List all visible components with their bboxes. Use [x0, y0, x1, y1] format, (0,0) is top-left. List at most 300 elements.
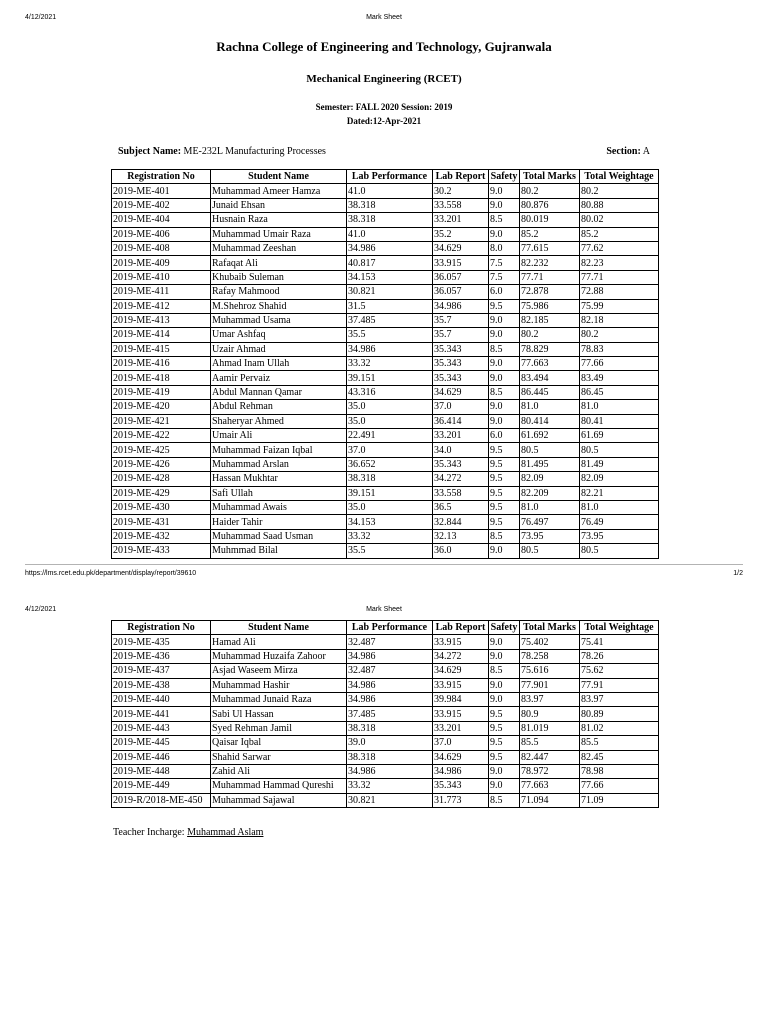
page-number: 1/2: [733, 570, 743, 577]
table-cell: 2019-ME-413: [112, 313, 211, 327]
report-url: https://lms.rcet.edu.pk/department/display/report/39610: [25, 570, 197, 577]
column-header: Student Name: [211, 170, 347, 184]
table-cell: 85.5: [520, 736, 580, 750]
section-label: Section:: [606, 146, 641, 157]
table-cell: 39.984: [433, 692, 489, 706]
table-cell: 2019-R/2018-ME-450: [112, 793, 211, 807]
table-cell: Muhammad Junaid Raza: [211, 692, 347, 706]
table-cell: Safi Ullah: [211, 486, 347, 500]
table-cell: 9.5: [489, 736, 520, 750]
table-cell: 75.616: [520, 664, 580, 678]
table-cell: 9.0: [489, 400, 520, 414]
table-cell: 78.26: [580, 649, 659, 663]
table-cell: 82.09: [580, 472, 659, 486]
table-cell: 35.7: [433, 313, 489, 327]
table-cell: 9.5: [489, 486, 520, 500]
table-cell: M.Shehroz Shahid: [211, 299, 347, 313]
table-row: [112, 414, 659, 428]
table-cell: 34.986: [433, 299, 489, 313]
table-cell: Abdul Rehman: [211, 400, 347, 414]
table-cell: 35.0: [347, 400, 433, 414]
table-cell: 75.986: [520, 299, 580, 313]
table-cell: 2019-ME-441: [112, 707, 211, 721]
table-cell: 82.209: [520, 486, 580, 500]
table-cell: 22.491: [347, 429, 433, 443]
table-row: [112, 486, 659, 500]
table-cell: 78.98: [580, 764, 659, 778]
table-cell: 9.0: [489, 692, 520, 706]
table-row: [112, 299, 659, 313]
table-cell: 9.0: [489, 198, 520, 212]
table-cell: 34.986: [347, 678, 433, 692]
table-cell: 39.151: [347, 486, 433, 500]
table-cell: 38.318: [347, 198, 433, 212]
table-cell: Khubaib Suleman: [211, 270, 347, 284]
table-cell: Muhammad Huzaifa Zahoor: [211, 649, 347, 663]
table-row: [112, 544, 659, 558]
table-cell: 36.057: [433, 285, 489, 299]
table-cell: 39.0: [347, 736, 433, 750]
table-cell: 34.629: [433, 664, 489, 678]
table-cell: 34.629: [433, 750, 489, 764]
table-cell: Hamad Ali: [211, 635, 347, 649]
table-cell: 71.094: [520, 793, 580, 807]
table-cell: 9.0: [489, 414, 520, 428]
table-cell: 9.5: [489, 750, 520, 764]
table-cell: 77.71: [520, 270, 580, 284]
table-cell: 2019-ME-415: [112, 342, 211, 356]
table-row: [112, 241, 659, 255]
table-cell: 82.185: [520, 313, 580, 327]
table-cell: 80.89: [580, 707, 659, 721]
table-cell: 78.972: [520, 764, 580, 778]
table-row: [112, 342, 659, 356]
table-cell: 78.829: [520, 342, 580, 356]
table-cell: 82.45: [580, 750, 659, 764]
table-cell: 37.0: [347, 443, 433, 457]
column-header: Safety: [489, 170, 520, 184]
table-cell: 9.5: [489, 707, 520, 721]
table-cell: 80.2: [580, 184, 659, 198]
print-date-2: 4/12/2021: [25, 606, 57, 613]
teacher-incharge: [113, 827, 263, 838]
table-cell: 77.91: [580, 678, 659, 692]
table-cell: 2019-ME-412: [112, 299, 211, 313]
table-cell: 2019-ME-433: [112, 544, 211, 558]
table-cell: 37.485: [347, 313, 433, 327]
table-cell: 9.0: [489, 371, 520, 385]
table-cell: 35.343: [433, 357, 489, 371]
table-cell: 2019-ME-422: [112, 429, 211, 443]
table-cell: 73.95: [580, 529, 659, 543]
table-cell: 36.414: [433, 414, 489, 428]
table-header-row: [112, 621, 659, 635]
table-cell: 77.663: [520, 779, 580, 793]
table-cell: 35.343: [433, 371, 489, 385]
subject-label: Subject Name:: [118, 146, 182, 157]
table-cell: 33.201: [433, 213, 489, 227]
table-cell: 80.2: [520, 184, 580, 198]
table-cell: 9.5: [489, 299, 520, 313]
table-cell: 2019-ME-435: [112, 635, 211, 649]
subject-value: ME-232L Manufacturing Processes: [183, 146, 326, 157]
college-title: Rachna College of Engineering and Technology, Gujranwala: [216, 39, 552, 54]
table-cell: 33.915: [433, 635, 489, 649]
table-cell: 34.986: [347, 692, 433, 706]
table-cell: 36.057: [433, 270, 489, 284]
table-cell: Junaid Ehsan: [211, 198, 347, 212]
table-row: [112, 649, 659, 663]
table-cell: 82.23: [580, 256, 659, 270]
table-row: [112, 750, 659, 764]
table-cell: Muhammad Hashir: [211, 678, 347, 692]
table-row: [112, 678, 659, 692]
table-cell: Muhammad Ameer Hamza: [211, 184, 347, 198]
table-cell: 35.343: [433, 779, 489, 793]
table-cell: Muhammad Hammad Qureshi: [211, 779, 347, 793]
table-row: [112, 515, 659, 529]
table-cell: 9.0: [489, 678, 520, 692]
table-cell: 61.692: [520, 429, 580, 443]
table-row: [112, 721, 659, 735]
table-cell: 37.0: [433, 736, 489, 750]
table-cell: 34.153: [347, 515, 433, 529]
table-cell: 9.0: [489, 544, 520, 558]
table-cell: 77.901: [520, 678, 580, 692]
table-cell: 2019-ME-437: [112, 664, 211, 678]
table-cell: 2019-ME-440: [112, 692, 211, 706]
table-cell: 2019-ME-449: [112, 779, 211, 793]
table-cell: 35.7: [433, 328, 489, 342]
teacher-label: Teacher Incharge:: [113, 827, 185, 838]
table-cell: 30.821: [347, 793, 433, 807]
table-cell: 80.2: [520, 328, 580, 342]
table-cell: 81.0: [580, 400, 659, 414]
table-row: [112, 736, 659, 750]
table-cell: Umair Ali: [211, 429, 347, 443]
table-cell: 41.0: [347, 184, 433, 198]
column-header: Registration No: [112, 621, 211, 635]
table-row: [112, 357, 659, 371]
column-header: Student Name: [211, 621, 347, 635]
table-cell: Muhammad Umair Raza: [211, 227, 347, 241]
table-cell: Haider Tahir: [211, 515, 347, 529]
department-title: Mechanical Engineering (RCET): [306, 73, 462, 85]
table-cell: 8.0: [489, 241, 520, 255]
table-cell: 9.0: [489, 227, 520, 241]
table-header-row: [112, 170, 659, 184]
table-cell: 80.5: [520, 443, 580, 457]
table-cell: 2019-ME-402: [112, 198, 211, 212]
column-header: Lab Performance: [347, 170, 433, 184]
table-cell: 2019-ME-411: [112, 285, 211, 299]
table-cell: 80.88: [580, 198, 659, 212]
table-cell: 2019-ME-410: [112, 270, 211, 284]
print-date: 4/12/2021: [25, 14, 57, 21]
table-cell: 2019-ME-409: [112, 256, 211, 270]
table-cell: 86.45: [580, 385, 659, 399]
table-cell: 75.62: [580, 664, 659, 678]
table-cell: 32.13: [433, 529, 489, 543]
table-row: [112, 793, 659, 807]
table-cell: 2019-ME-428: [112, 472, 211, 486]
table-cell: 8.5: [489, 385, 520, 399]
table-cell: 9.0: [489, 764, 520, 778]
table-cell: 6.0: [489, 429, 520, 443]
table-cell: 77.615: [520, 241, 580, 255]
semester-line: Semester: FALL 2020 Session: 2019: [315, 102, 453, 112]
table-cell: 2019-ME-436: [112, 649, 211, 663]
table-cell: Rafay Mahmood: [211, 285, 347, 299]
table-cell: Rafaqat Ali: [211, 256, 347, 270]
table-cell: 61.69: [580, 429, 659, 443]
table-cell: Asjad Waseem Mirza: [211, 664, 347, 678]
table-cell: 85.2: [580, 227, 659, 241]
table-cell: 81.495: [520, 457, 580, 471]
table-cell: 82.21: [580, 486, 659, 500]
table-cell: 36.0: [433, 544, 489, 558]
table-cell: 9.5: [489, 457, 520, 471]
table-cell: 36.5: [433, 500, 489, 514]
table-cell: 39.151: [347, 371, 433, 385]
column-header: Registration No: [112, 170, 211, 184]
table-row: [112, 400, 659, 414]
table-cell: 81.019: [520, 721, 580, 735]
table-cell: 35.343: [433, 342, 489, 356]
table-cell: 2019-ME-408: [112, 241, 211, 255]
table-row: [112, 313, 659, 327]
table-row: [112, 198, 659, 212]
table-cell: 76.49: [580, 515, 659, 529]
table-row: [112, 472, 659, 486]
table-cell: Uzair Ahmad: [211, 342, 347, 356]
table-cell: 8.5: [489, 664, 520, 678]
table-cell: 73.95: [520, 529, 580, 543]
table-cell: 34.272: [433, 649, 489, 663]
table-cell: 83.97: [580, 692, 659, 706]
print-title: Mark Sheet: [366, 14, 402, 21]
table-cell: 34.986: [347, 764, 433, 778]
table-cell: 80.019: [520, 213, 580, 227]
column-header: Safety: [489, 621, 520, 635]
table-cell: Syed Rehman Jamil: [211, 721, 347, 735]
table-cell: Muhammad Usama: [211, 313, 347, 327]
table-cell: 81.0: [520, 500, 580, 514]
table-row: [112, 270, 659, 284]
table-cell: 85.2: [520, 227, 580, 241]
table-cell: 37.0: [433, 400, 489, 414]
table-cell: 83.49: [580, 371, 659, 385]
table-row: [112, 256, 659, 270]
table-cell: 9.0: [489, 313, 520, 327]
table-cell: 77.62: [580, 241, 659, 255]
table-cell: Sabi Ul Hassan: [211, 707, 347, 721]
table-cell: 9.0: [489, 635, 520, 649]
table-cell: 34.0: [433, 443, 489, 457]
table-cell: 35.343: [433, 457, 489, 471]
table-cell: 34.986: [347, 649, 433, 663]
table-row: [112, 635, 659, 649]
table-cell: 86.445: [520, 385, 580, 399]
table-cell: 34.153: [347, 270, 433, 284]
table-cell: 72.88: [580, 285, 659, 299]
table-cell: 2019-ME-401: [112, 184, 211, 198]
column-header: Lab Report: [433, 170, 489, 184]
table-cell: 35.0: [347, 500, 433, 514]
table-cell: 77.71: [580, 270, 659, 284]
table-cell: 30.821: [347, 285, 433, 299]
table-cell: 38.318: [347, 721, 433, 735]
table-cell: 7.5: [489, 270, 520, 284]
column-header: Lab Performance: [347, 621, 433, 635]
table-cell: Umar Ashfaq: [211, 328, 347, 342]
table-cell: 32.487: [347, 635, 433, 649]
table-cell: 80.2: [580, 328, 659, 342]
table-cell: 82.232: [520, 256, 580, 270]
table-cell: Muhammad Arslan: [211, 457, 347, 471]
table-cell: 37.485: [347, 707, 433, 721]
table-row: [112, 779, 659, 793]
table-cell: 33.558: [433, 198, 489, 212]
table-cell: 2019-ME-438: [112, 678, 211, 692]
table-cell: 82.447: [520, 750, 580, 764]
table-cell: 80.876: [520, 198, 580, 212]
table-cell: 32.844: [433, 515, 489, 529]
subject-name: [118, 146, 326, 157]
table-cell: Shahid Sarwar: [211, 750, 347, 764]
table-cell: Muhammad Sajawal: [211, 793, 347, 807]
table-cell: 40.817: [347, 256, 433, 270]
table-cell: 38.318: [347, 213, 433, 227]
table-cell: 80.02: [580, 213, 659, 227]
column-header: Total Weightage: [580, 170, 659, 184]
table-cell: 33.558: [433, 486, 489, 500]
table-cell: 77.663: [520, 357, 580, 371]
table-row: [112, 692, 659, 706]
table-cell: 41.0: [347, 227, 433, 241]
page-divider: [25, 564, 743, 565]
table-cell: 2019-ME-432: [112, 529, 211, 543]
table-cell: 35.2: [433, 227, 489, 241]
table-cell: 34.629: [433, 241, 489, 255]
table-cell: 80.9: [520, 707, 580, 721]
table-cell: 34.986: [433, 764, 489, 778]
table-row: [112, 457, 659, 471]
table-cell: 34.272: [433, 472, 489, 486]
table-cell: 71.09: [580, 793, 659, 807]
table-cell: 35.5: [347, 328, 433, 342]
table-row: [112, 764, 659, 778]
table-cell: 80.41: [580, 414, 659, 428]
column-header: Total Marks: [520, 170, 580, 184]
table-cell: 77.66: [580, 779, 659, 793]
table-row: [112, 664, 659, 678]
table-cell: 83.97: [520, 692, 580, 706]
table-cell: Abdul Mannan Qamar: [211, 385, 347, 399]
table-cell: 35.5: [347, 544, 433, 558]
table-cell: Zahid Ali: [211, 764, 347, 778]
table-cell: 8.5: [489, 793, 520, 807]
table-cell: 9.5: [489, 472, 520, 486]
table-cell: 31.773: [433, 793, 489, 807]
table-cell: 77.66: [580, 357, 659, 371]
table-cell: 2019-ME-431: [112, 515, 211, 529]
table-cell: 8.5: [489, 342, 520, 356]
table-cell: 76.497: [520, 515, 580, 529]
table-cell: 8.5: [489, 213, 520, 227]
table-cell: 33.201: [433, 429, 489, 443]
table-cell: 78.258: [520, 649, 580, 663]
table-cell: 2019-ME-429: [112, 486, 211, 500]
table-cell: Aamir Pervaiz: [211, 371, 347, 385]
table-cell: 9.5: [489, 443, 520, 457]
table-row: [112, 385, 659, 399]
table-cell: 2019-ME-430: [112, 500, 211, 514]
table-row: [112, 500, 659, 514]
table-cell: 80.414: [520, 414, 580, 428]
column-header: Lab Report: [433, 621, 489, 635]
table-cell: 34.629: [433, 385, 489, 399]
teacher-name: Muhammad Aslam: [187, 827, 264, 838]
table-cell: 81.0: [520, 400, 580, 414]
table-row: [112, 529, 659, 543]
table-cell: 2019-ME-419: [112, 385, 211, 399]
table-cell: 2019-ME-404: [112, 213, 211, 227]
column-header: Total Weightage: [580, 621, 659, 635]
table-cell: 80.5: [580, 544, 659, 558]
table-cell: 33.201: [433, 721, 489, 735]
table-cell: 9.0: [489, 779, 520, 793]
table-cell: 2019-ME-418: [112, 371, 211, 385]
table-cell: 34.986: [347, 241, 433, 255]
table-cell: 85.5: [580, 736, 659, 750]
table-cell: Qaisar Iqbal: [211, 736, 347, 750]
table-row: [112, 443, 659, 457]
column-header: Total Marks: [520, 621, 580, 635]
table-cell: 2019-ME-406: [112, 227, 211, 241]
table-cell: 6.0: [489, 285, 520, 299]
table-row: [112, 371, 659, 385]
table-row: [112, 707, 659, 721]
table-cell: 8.5: [489, 529, 520, 543]
table-cell: 35.0: [347, 414, 433, 428]
table-row: [112, 184, 659, 198]
table-cell: 9.0: [489, 649, 520, 663]
table-cell: 2019-ME-416: [112, 357, 211, 371]
table-cell: 33.915: [433, 707, 489, 721]
table-cell: 2019-ME-426: [112, 457, 211, 471]
table-cell: 80.5: [520, 544, 580, 558]
table-cell: 82.09: [520, 472, 580, 486]
table-cell: 81.49: [580, 457, 659, 471]
table-cell: 9.5: [489, 721, 520, 735]
table-cell: 32.487: [347, 664, 433, 678]
table-cell: 75.99: [580, 299, 659, 313]
table-cell: 38.318: [347, 750, 433, 764]
table-cell: 2019-ME-420: [112, 400, 211, 414]
table-cell: 78.83: [580, 342, 659, 356]
table-cell: 75.402: [520, 635, 580, 649]
table-cell: Muhammad Awais: [211, 500, 347, 514]
table-cell: 9.0: [489, 328, 520, 342]
table-cell: Muhammad Saad Usman: [211, 529, 347, 543]
table-cell: 75.41: [580, 635, 659, 649]
table-row: [112, 285, 659, 299]
table-cell: 9.5: [489, 515, 520, 529]
table-cell: Muhammad Faizan Iqbal: [211, 443, 347, 457]
table-cell: 83.494: [520, 371, 580, 385]
section-info: [606, 146, 650, 157]
